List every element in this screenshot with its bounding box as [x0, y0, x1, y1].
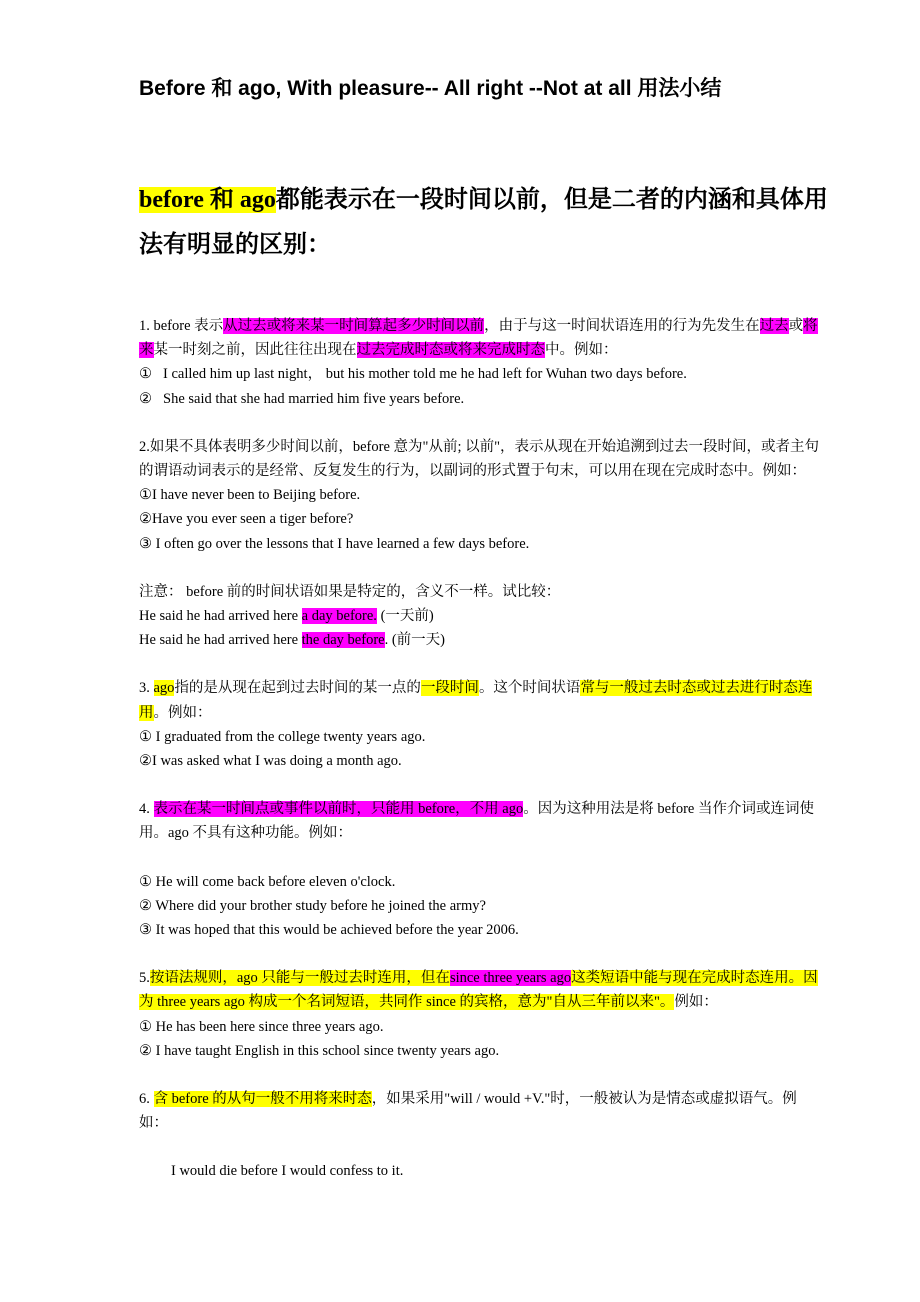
s4-text-a: 4.: [139, 801, 154, 818]
s3-text-a: 3.: [139, 680, 154, 697]
s5-highlight-b: 按语法规则，ago 只能与一般过去时连用，但在: [149, 970, 450, 987]
spacer: [139, 652, 823, 676]
s5-example-1: ① He has been here since three years ago.: [139, 1018, 384, 1035]
intro-heading: [139, 178, 829, 268]
example-text: She said that she had married him five years before.: [163, 390, 465, 407]
example-number: ②: [139, 390, 152, 407]
s6-highlight-b: 含 before 的从句一般不用将来时态: [153, 1091, 372, 1108]
section-2-paragraph: 2.如果不具体表明多少时间以前，before 意为"从前; 以前"，表示从现在开始追溯到过去一段时间，或者主句的谓语动词表示的是经常、反复发生的行为，以副词的形式置于句末，可以用在现在完成时态中。例如：: [139, 438, 820, 480]
s1-text-a: 1. before 表示: [139, 318, 224, 334]
spacer: [139, 1063, 823, 1087]
s4-highlight-b: 表示在某一时间点或事件以前时，只能用 before，不用 ago: [153, 801, 524, 818]
spacer: [139, 846, 823, 870]
s4-example-2: ② Where did your brother study before he joined the army?: [139, 897, 486, 914]
s3-text-g: 。例如：: [153, 704, 212, 721]
s5-highlight-since-three-years-ago: since three years ago: [449, 970, 572, 987]
s4-example-1: ① He will come back before eleven o'clock.: [139, 873, 396, 890]
highlight-before-ago: before 和 ago: [139, 187, 276, 213]
document-title: Before 和 ago, With pleasure-- All right --Not at all 用法小结: [139, 77, 722, 100]
s6-text-a: 6.: [139, 1091, 154, 1108]
s3-text-e: 。这个时间状语: [478, 680, 581, 697]
note-highlight-the-day-before: the day before: [301, 632, 385, 649]
note-line: 注意： before 前的时间状语如果是特定的，含义不一样。试比较：: [139, 583, 561, 600]
note-text: He said he had arrived here: [139, 608, 302, 625]
document-body: [139, 314, 823, 1184]
note-compare-1: [139, 604, 823, 628]
note-text: He said he had arrived here: [139, 632, 302, 649]
s4-example-3: ③ It was hoped that this would be achieved before the year 2006.: [139, 922, 519, 939]
s2-example-3: ③ I often go over the lessons that I have learned a few days before.: [139, 535, 530, 552]
s1-text-i: 中。例如：: [545, 342, 618, 359]
s1-example-2: [139, 387, 823, 411]
note-highlight-a-day-before: a day before.: [301, 608, 377, 625]
s3-example-1: ① I graduated from the college twenty years ago.: [139, 728, 426, 745]
s3-highlight-f: 常与一般过去时态或过去进行时态连用: [139, 680, 813, 721]
s2-example-2: ②Have you ever seen a tiger before?: [139, 511, 354, 528]
note-gloss: . (前一天): [384, 632, 446, 649]
section-3-paragraph: [139, 676, 823, 724]
s1-text-c: ，由于与这一时间状语连用的行为先发生在: [484, 318, 760, 334]
s3-highlight-ago: ago: [153, 680, 175, 697]
s1-highlight-b: 从过去或将来某一时间算起多少时间以前: [223, 318, 485, 334]
example-text: I called him up last night， but his mother told me he had left for Wuhan two days before.: [163, 366, 687, 383]
s1-highlight-h: 过去完成时态或将来完成时态: [356, 342, 545, 359]
s1-highlight-d: 过去: [759, 318, 789, 334]
spacer: [139, 556, 823, 580]
note-gloss: (一天前): [376, 608, 434, 625]
s4-text-c: 。因为这种用法是将 before 当作介词或连词使用。ago 不具有这种功能。例如：: [139, 801, 814, 842]
section-6-paragraph: [139, 1087, 823, 1135]
section-4-paragraph: [139, 797, 823, 845]
spacer: [139, 773, 823, 797]
s1-example-1: [139, 362, 823, 386]
s5-example-2: ② I have taught English in this school since twenty years ago.: [139, 1042, 500, 1059]
section-5-paragraph: [139, 966, 823, 1014]
s6-example: I would die before I would confess to it.: [171, 1163, 404, 1180]
s3-highlight-d: 一段时间: [420, 680, 479, 697]
spacer: [139, 1135, 823, 1159]
spacer: [139, 942, 823, 966]
spacer: [139, 411, 823, 435]
section-1-paragraph: [139, 314, 823, 362]
s1-text-e: 或: [788, 318, 804, 334]
s3-example-2: ②I was asked what I was doing a month ago.: [139, 753, 402, 770]
s5-text-e: 例如：: [674, 994, 718, 1011]
s1-text-g: 某一时刻之前，因此往往出现在: [153, 342, 357, 359]
s5-text-a: 5.: [139, 970, 150, 987]
s5-highlight-d: 这类短语中能与现在完成时态连用。因为 three years ago 构成一个名词短语，共同作 since 的宾格，意为"自从三年前以来"。: [139, 970, 818, 1011]
example-number: ①: [139, 366, 152, 383]
intro-text: 都能表示在一段时间以前，但是二者的内涵和具体用法有明显的区别：: [139, 187, 828, 258]
note-compare-2: [139, 628, 823, 652]
s1-highlight-f: 将来: [139, 318, 818, 359]
s6-text-c: ，如果采用"will / would +V."时，一般被认为是情态或虚拟语气。例如：: [139, 1091, 797, 1132]
s3-text-c: 指的是从现在起到过去时间的某一点的: [174, 680, 421, 697]
s2-example-1: ①I have never been to Beijing before.: [139, 487, 361, 504]
